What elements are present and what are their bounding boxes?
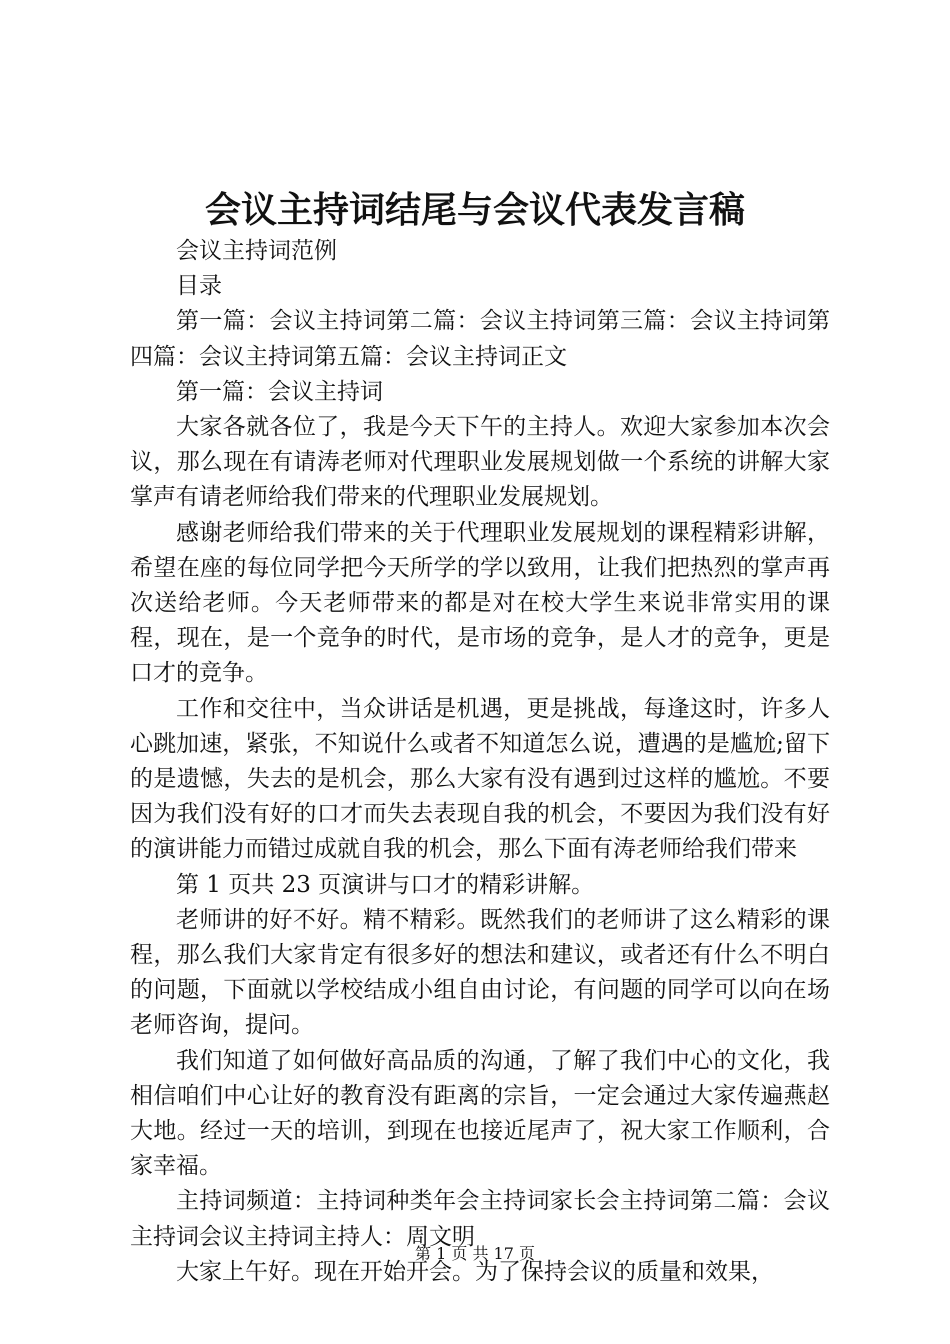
paragraph: 大家各就各位了，我是今天下午的主持人。欢迎大家参加本次会议，那么现在有请涛老师对代理职业发展规划做一个系统的讲解大家掌声有请老师给我们带来的代理职业发展规划。: [130, 414, 830, 511]
paragraph: 第 1 页共 23 页演讲与口才的精彩讲解。: [176, 871, 595, 898]
paragraph: 第一篇：会议主持词第二篇：会议主持词第三篇：会议主持词第四篇：会议主持词第五篇：会议主持词正文: [130, 308, 830, 370]
paragraph: 感谢老师给我们带来的关于代理职业发展规划的课程精彩讲解，希望在座的每位同学把今天所学的学以致用，让我们把热烈的掌声再次送给老师。今天老师带来的都是对在校大学生来说非常实用的课程，现在，是一个竞争的时代，是市场的竞争，是人才的竞争，更是口才的竞争。: [130, 519, 830, 687]
paragraph: 目录: [176, 273, 222, 300]
document-body: [130, 234, 830, 1290]
paragraph: 会议主持词范例: [176, 238, 337, 264]
page-footer: 第 1 页 共 17 页: [415, 1244, 535, 1263]
paragraph: 大家上午好。现在开始开会。为了保持会议的质量和效果，: [176, 1258, 774, 1285]
document-title: 会议主持词结尾与会议代表发言稿: [204, 189, 745, 231]
paragraph: 老师讲的好不好。精不精彩。既然我们的老师讲了这么精彩的课程，那么我们大家肯定有很多好的想法和建议，或者还有什么不明白的问题，下面就以学校结成小组自由讨论，有问题的同学可以向在场老师咨询，提问。: [130, 906, 830, 1039]
paragraph: 主持词频道：主持词种类年会主持词家长会主持词第二篇：会议主持词会议主持词主持人：周文明: [130, 1188, 830, 1250]
paragraph: 第一篇：会议主持词: [176, 378, 383, 405]
paragraph: 工作和交往中，当众讲话是机遇，更是挑战，每逢这时，许多人心跳加速，紧张，不知说什么或者不知道怎么说，遭遇的是尴尬;留下的是遗憾，失去的是机会，那么大家有没有遇到过这样的尴尬。不要因为我们没有好的口才而失去表现自我的机会，不要因为我们没有好的演讲能力而错过成就自我的机会，那么下面有涛老师给我们带来: [130, 695, 830, 863]
paragraph: 我们知道了如何做好高品质的沟通，了解了我们中心的文化，我相信咱们中心让好的教育没有距离的宗旨，一定会通过大家传遍燕赵大地。经过一天的培训，到现在也接近尾声了，祝大家工作顺利，合家幸福。: [130, 1047, 830, 1180]
